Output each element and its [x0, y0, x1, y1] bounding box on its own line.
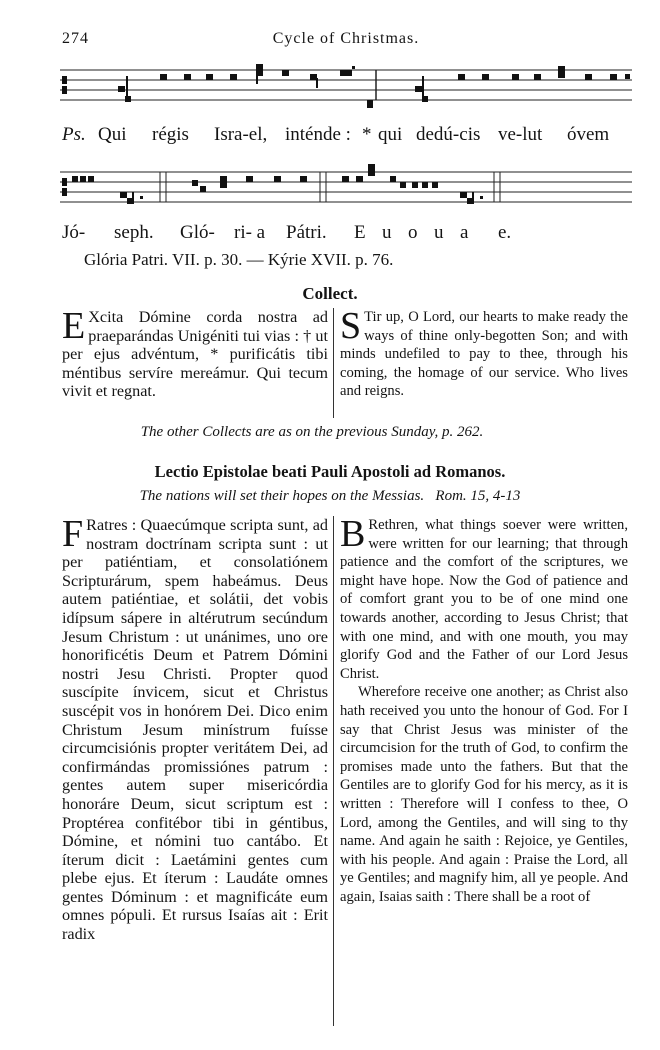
asterisk-marker: *: [362, 124, 372, 145]
chant-lyrics-2: [62, 222, 632, 246]
lyric-syllable: régis: [152, 124, 189, 145]
lyric-syllable: Qui: [98, 124, 127, 145]
collect-english-text: Tir up, O Lord, our hearts to make ready the ways of thine only-begotten Son; and with minds undefiled to pay to thee, through his coming, the homage of our service. Who lives and reigns.: [340, 309, 628, 400]
epistle-subtitle: [0, 488, 660, 505]
column-divider: [333, 308, 334, 418]
chant-staff-1: [60, 58, 632, 110]
scripture-reference: Rom. 15, 4-13: [435, 488, 521, 504]
drop-cap: E: [62, 305, 86, 347]
page-number: 274: [62, 30, 89, 47]
euouae-letter: u: [382, 222, 392, 243]
lyric-syllable: Isra-el,: [214, 124, 268, 145]
epistle-latin-text: Ratres : Quaecúmque scripta sunt, ad nostram doctrínam scripta sunt : ut per patiéntiam, et consolatiónem Scripturárum, spem habeámus. Deus autem patiéntiae, et solátii, det vobis idípsum sápere in altérutrum secúndum Jesum Christum : ut unánimes, uno ore honorificétis Deum et Patrem Dómini nostri Jesu Christi. Propter quod suscípite ínvicem, sicut et Christus suscépit vos in honórem Dei. Dico enim Christum Jesum minístrum fuísse circumcisiónis propter veritátem Dei, ad confirmándas promissiónes patrum : gentes autem super misericórdia honoráre Deum, sicut scriptum est : Proptérea confitébor tibi in géntibus, Dómine, et nómini tuo cantábo. Et íterum dicit : Laetámini gentes cum plebe ejus. Et íterum : Laudáte omnes gentes Dóminum : et magnificáte eum omnes pópuli. Et rursus Isaías ait : Erit radix: [62, 516, 328, 944]
drop-cap: S: [340, 305, 362, 347]
drop-cap: F: [62, 513, 84, 555]
euouae-letter: u: [434, 222, 444, 243]
epistle-heading: Lectio Epistolae beati Pauli Apostoli ad Romanos.: [154, 462, 506, 481]
collect-heading: Collect.: [302, 284, 358, 303]
euouae-letter: o: [408, 222, 418, 243]
drop-cap: B: [340, 513, 366, 555]
other-collects-note: The other Collects are as on the previous Sunday, p. 262.: [140, 424, 484, 440]
lyric-syllable: ri- a: [234, 222, 266, 243]
lyric-syllable: óvem: [567, 124, 610, 145]
collect-latin-text: Xcita Dómine corda nostra ad praeparándas Unigéniti tui vias : † ut per ejus advéntum, * purificátis tibi méntibus servíre mereámur. Qui tecum vivit et regnat.: [62, 308, 328, 401]
lyric-syllable: seph.: [114, 222, 154, 243]
chant-staff-2: [60, 160, 632, 216]
epistle-latin: [62, 513, 328, 944]
lyric-syllable: ve-lut: [498, 124, 543, 145]
chant-lyrics-1: [62, 124, 632, 148]
gloria-kyrie-line: Glória Patri. VII. p. 30. — Kýrie XVII. p. 76.: [84, 250, 394, 269]
euouae-letter: e.: [498, 222, 512, 243]
epistle-english-p1: Rethren, what things soever were written, were written for our learning; that through patience and the comfort of the scriptures, we might have hope. Now the God of patience and of comfort grant you to be of one mind one towards another, according to Jesus Christ; that with one mind, and with one mouth, you may glorify God and the Father of our Lord Jesus Christ.: [340, 517, 628, 682]
column-divider: [333, 516, 334, 1026]
lyric-syllable: Jó-: [62, 222, 86, 243]
lyric-syllable: inténde :: [285, 124, 351, 145]
epistle-english-p2: Wherefore receive one another; as Christ also hath received you unto the honour of God. For I say that Christ Jesus was minister of the circumcision for the truth of God, to confirm the promises made unto the fathers. But that the Gentiles are to glorify God for his mercy, as it is written : Therefore will I confess to thee, O Lord, among the Gentiles, and will sing to thy name. And again he saith : Rejoice, ye Gentiles, with his people. And again : Praise the Lord, all ye Gentiles; and magnify him, all ye people. And again, Isaias saith : There shall be a root of: [340, 684, 628, 905]
collect-english: [340, 305, 628, 401]
lyric-syllable: Pátri.: [286, 222, 327, 243]
lyric-syllable: Gló-: [180, 222, 215, 243]
collect-latin: [62, 305, 328, 401]
euouae-letter: a: [460, 222, 469, 243]
psalm-marker: Ps.: [62, 124, 86, 145]
lyric-syllable: qui: [378, 124, 403, 145]
running-title: Cycle of Christmas.: [272, 30, 420, 47]
lyric-syllable: dedú-cis: [416, 124, 481, 145]
epistle-english: [340, 513, 628, 906]
page-header: [62, 30, 630, 52]
euouae-letter: E: [354, 222, 366, 243]
epistle-theme: The nations will set their hopes on the Messias.: [139, 488, 425, 504]
